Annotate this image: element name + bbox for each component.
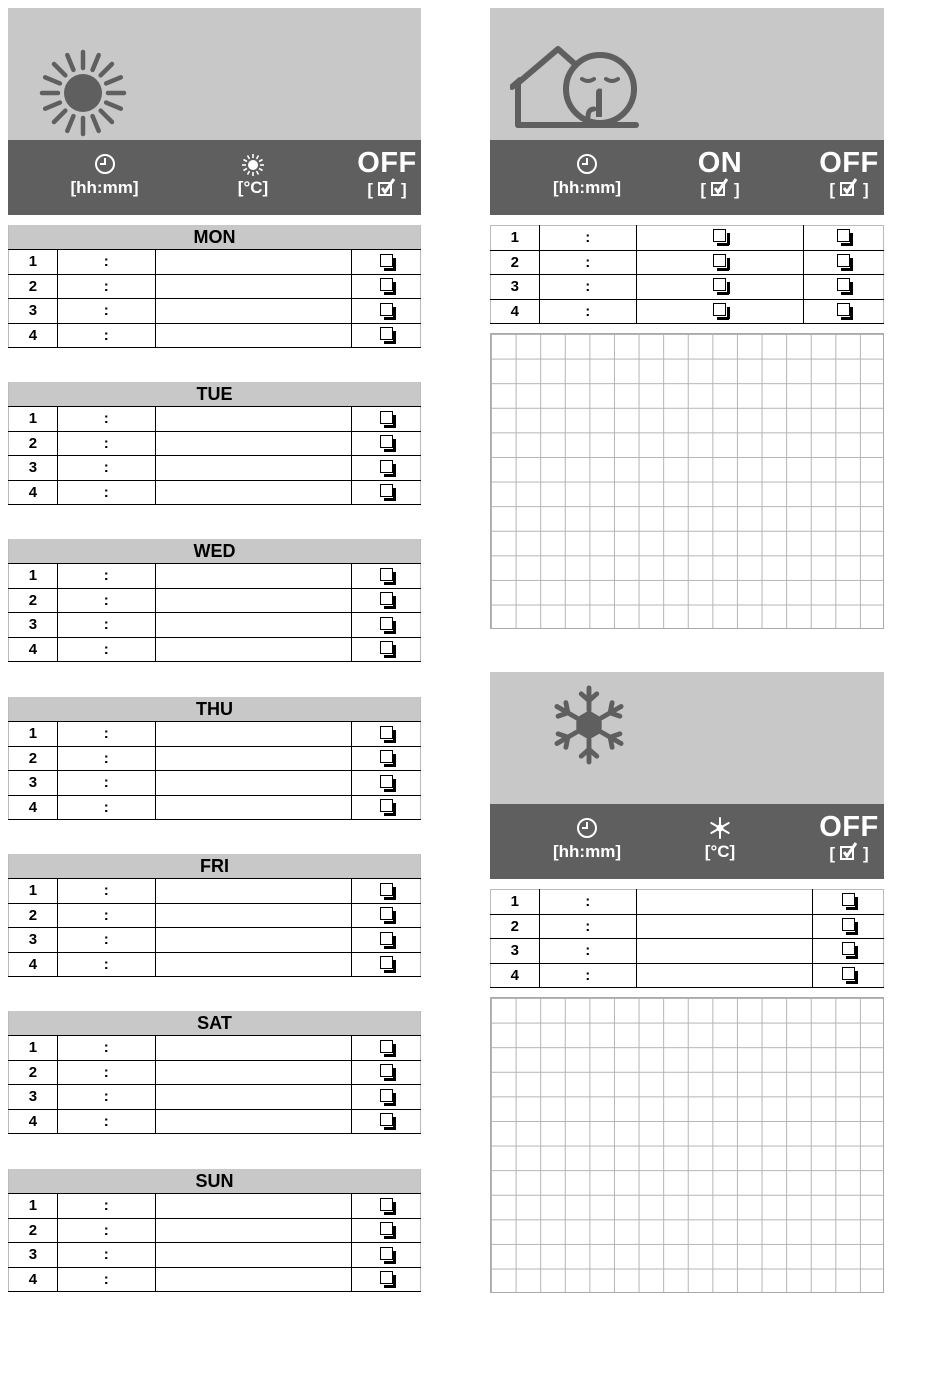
time-field[interactable]: :	[57, 323, 155, 348]
quiet-notes-grid[interactable]	[490, 333, 884, 629]
time-field[interactable]: :	[57, 1060, 155, 1085]
row-number: 1	[9, 407, 58, 432]
off-checkbox[interactable]	[352, 588, 421, 613]
off-checkbox[interactable]	[352, 323, 421, 348]
row-number: 2	[9, 431, 58, 456]
schedule-row	[9, 564, 421, 589]
row-number: 3	[9, 928, 58, 953]
off-checkbox[interactable]	[813, 939, 884, 964]
row-number: 4	[9, 323, 58, 348]
checkbox-icon[interactable]	[380, 1064, 393, 1077]
checkbox-icon[interactable]	[380, 484, 393, 497]
time-field[interactable]: :	[57, 879, 155, 904]
row-number: 3	[491, 939, 540, 964]
time-field[interactable]: :	[57, 795, 155, 820]
checkbox-icon[interactable]	[842, 942, 855, 955]
off-checkbox[interactable]	[352, 928, 421, 953]
off-checkbox[interactable]	[352, 613, 421, 638]
schedule-row	[9, 952, 421, 977]
temperature-field[interactable]	[636, 914, 813, 939]
time-field[interactable]: :	[57, 771, 155, 796]
schedule-row	[9, 1109, 421, 1134]
schedule-row	[9, 274, 421, 299]
time-field[interactable]: :	[57, 746, 155, 771]
off-checkbox[interactable]	[352, 795, 421, 820]
schedule-row	[9, 637, 421, 662]
time-field[interactable]: :	[57, 407, 155, 432]
checkbox-icon[interactable]	[380, 254, 393, 267]
cooling-notes-grid[interactable]	[490, 997, 884, 1293]
temperature-field[interactable]	[155, 637, 351, 662]
temperature-field[interactable]	[155, 613, 351, 638]
temperature-field[interactable]	[155, 250, 351, 275]
off-label: OFF	[357, 147, 417, 179]
row-number: 3	[9, 456, 58, 481]
off-column-header	[812, 804, 886, 879]
off-checkbox[interactable]	[352, 564, 421, 589]
temperature-field[interactable]	[155, 431, 351, 456]
temperature-field[interactable]	[155, 1036, 351, 1061]
off-checkbox[interactable]	[352, 722, 421, 747]
row-number: 2	[491, 914, 540, 939]
temperature-field[interactable]	[155, 407, 351, 432]
checkbox-icon[interactable]	[380, 1198, 393, 1211]
off-check-legend	[812, 178, 886, 200]
off-checkbox[interactable]	[813, 963, 884, 988]
time-field[interactable]: :	[57, 480, 155, 505]
schedule-row	[9, 746, 421, 771]
time-column-header	[538, 804, 636, 879]
checkbox-icon[interactable]	[837, 278, 850, 291]
time-field[interactable]: :	[57, 250, 155, 275]
row-number: 3	[9, 1243, 58, 1268]
quiet-panel	[490, 8, 884, 215]
time-field[interactable]: :	[57, 1194, 155, 1219]
row-number: 1	[491, 890, 540, 915]
checkbox-icon[interactable]	[380, 883, 393, 896]
row-number: 1	[491, 226, 540, 251]
time-field[interactable]: :	[57, 1036, 155, 1061]
time-field[interactable]: :	[57, 456, 155, 481]
off-checkbox[interactable]	[813, 914, 884, 939]
row-number: 4	[491, 963, 540, 988]
time-field[interactable]: :	[57, 952, 155, 977]
checkbox-icon[interactable]	[380, 278, 393, 291]
time-field[interactable]: :	[57, 1109, 155, 1134]
on-checkbox[interactable]	[636, 226, 803, 251]
off-checkbox[interactable]	[352, 407, 421, 432]
schedule-row	[9, 1243, 421, 1268]
quiet-hero	[490, 8, 884, 140]
temperature-field[interactable]	[155, 564, 351, 589]
schedule-row	[9, 456, 421, 481]
bracket-open: [	[829, 844, 835, 863]
schedule-row	[9, 1060, 421, 1085]
row-number: 1	[9, 1036, 58, 1061]
temp-column-header	[680, 804, 760, 879]
checkbox-icon[interactable]	[380, 1113, 393, 1126]
temperature-field[interactable]	[155, 299, 351, 324]
row-number: 4	[9, 952, 58, 977]
off-checkbox[interactable]	[352, 431, 421, 456]
checkbox-icon[interactable]	[842, 967, 855, 980]
time-field[interactable]: :	[57, 1267, 155, 1292]
temperature-field[interactable]	[155, 795, 351, 820]
sun-small-icon	[241, 153, 265, 177]
row-number: 4	[491, 299, 540, 324]
temperature-field[interactable]	[155, 1267, 351, 1292]
off-column-header	[350, 140, 424, 215]
temperature-field[interactable]	[155, 1218, 351, 1243]
heating-hero	[8, 8, 421, 140]
temperature-field[interactable]	[155, 903, 351, 928]
day-table-fri	[8, 854, 421, 977]
on-checkbox[interactable]	[636, 275, 803, 300]
temperature-field[interactable]	[155, 588, 351, 613]
schedule-row	[9, 431, 421, 456]
schedule-row	[9, 588, 421, 613]
schedule-row	[491, 250, 884, 275]
temperature-field[interactable]	[636, 890, 813, 915]
schedule-row	[9, 407, 421, 432]
schedule-row	[9, 903, 421, 928]
row-number: 4	[9, 795, 58, 820]
temperature-field[interactable]	[155, 722, 351, 747]
schedule-row	[491, 275, 884, 300]
checkbox-icon[interactable]	[380, 641, 393, 654]
row-number: 2	[491, 250, 540, 275]
day-heading: TUE	[9, 382, 421, 407]
off-checkbox[interactable]	[803, 299, 883, 324]
on-check-legend	[680, 178, 760, 200]
row-number: 4	[9, 1109, 58, 1134]
schedule-row	[9, 1218, 421, 1243]
off-checkbox[interactable]	[352, 746, 421, 771]
schedule-row	[491, 963, 884, 988]
temperature-field[interactable]	[155, 879, 351, 904]
time-field[interactable]: :	[539, 963, 636, 988]
checkbox-icon[interactable]	[380, 592, 393, 605]
temperature-field[interactable]	[155, 480, 351, 505]
time-field[interactable]: :	[539, 299, 636, 324]
checkbox-icon[interactable]	[380, 411, 393, 424]
off-checkbox[interactable]	[352, 879, 421, 904]
time-column-header	[56, 140, 153, 215]
checkbox-icon[interactable]	[713, 278, 726, 291]
checkbox-icon[interactable]	[380, 956, 393, 969]
checkbox-icon[interactable]	[380, 460, 393, 473]
schedule-row	[9, 1036, 421, 1061]
checkbox-icon[interactable]	[380, 750, 393, 763]
time-field[interactable]: :	[539, 250, 636, 275]
day-table-mon	[8, 225, 421, 348]
off-check-legend	[812, 842, 886, 864]
row-number: 3	[9, 771, 58, 796]
schedule-row	[9, 879, 421, 904]
off-checkbox[interactable]	[352, 1194, 421, 1219]
time-unit-label: [hh:mm]	[553, 842, 621, 861]
checkbox-icon[interactable]	[380, 327, 393, 340]
time-field[interactable]: :	[57, 928, 155, 953]
time-field[interactable]: :	[539, 939, 636, 964]
checkbox-icon[interactable]	[713, 229, 726, 242]
off-checkbox[interactable]	[352, 274, 421, 299]
checkbox-icon[interactable]	[380, 1222, 393, 1235]
temperature-field[interactable]	[155, 456, 351, 481]
day-heading: SUN	[9, 1169, 421, 1194]
off-checkbox[interactable]	[352, 1060, 421, 1085]
day-table-sat	[8, 1011, 421, 1134]
temp-column-header	[208, 140, 298, 215]
snowflake-icon	[550, 684, 628, 766]
checkbox-icon[interactable]	[380, 1089, 393, 1102]
bracket-close: ]	[863, 180, 869, 199]
time-field[interactable]: :	[57, 637, 155, 662]
row-number: 2	[9, 746, 58, 771]
clock-icon	[576, 153, 598, 175]
checkbox-icon[interactable]	[380, 435, 393, 448]
day-table-tue	[8, 382, 421, 505]
checkbox-checked-icon	[839, 842, 859, 862]
row-number: 4	[9, 637, 58, 662]
off-checkbox[interactable]	[352, 1085, 421, 1110]
schedule-row	[9, 1085, 421, 1110]
temperature-field[interactable]	[155, 928, 351, 953]
checkbox-icon[interactable]	[380, 907, 393, 920]
off-label: OFF	[819, 811, 879, 843]
row-number: 4	[9, 1267, 58, 1292]
off-checkbox[interactable]	[352, 456, 421, 481]
row-number: 1	[9, 1194, 58, 1219]
time-field[interactable]: :	[57, 1085, 155, 1110]
checkbox-icon[interactable]	[842, 893, 855, 906]
temperature-field[interactable]	[155, 1243, 351, 1268]
temperature-field[interactable]	[155, 1085, 351, 1110]
schedule-row	[9, 722, 421, 747]
row-number: 1	[9, 879, 58, 904]
checkbox-icon[interactable]	[380, 799, 393, 812]
schedule-row	[491, 299, 884, 324]
schedule-row	[491, 890, 884, 915]
day-heading: MON	[9, 225, 421, 250]
quiet-header-band	[490, 140, 884, 215]
time-field[interactable]: :	[57, 613, 155, 638]
off-check-legend	[350, 178, 424, 200]
temperature-field[interactable]	[155, 323, 351, 348]
off-column-header	[812, 140, 886, 215]
temp-unit-label: [°C]	[237, 178, 269, 197]
checkbox-icon[interactable]	[380, 1040, 393, 1053]
schedule-row	[9, 250, 421, 275]
row-number: 3	[9, 1085, 58, 1110]
row-number: 2	[9, 903, 58, 928]
row-number: 2	[9, 1218, 58, 1243]
row-number: 1	[9, 722, 58, 747]
time-field[interactable]: :	[539, 275, 636, 300]
off-checkbox[interactable]	[352, 771, 421, 796]
sun-icon	[38, 48, 128, 138]
temperature-field[interactable]	[155, 952, 351, 977]
bracket-open: [	[367, 180, 373, 199]
schedule-row	[491, 226, 884, 251]
house-quiet-icon	[510, 43, 640, 133]
time-field[interactable]: :	[57, 1243, 155, 1268]
time-field[interactable]: :	[57, 564, 155, 589]
temperature-field[interactable]	[636, 963, 813, 988]
row-number: 1	[9, 250, 58, 275]
checkbox-icon[interactable]	[842, 918, 855, 931]
heating-panel	[8, 8, 421, 215]
bracket-open: [	[700, 180, 706, 199]
off-checkbox[interactable]	[352, 1218, 421, 1243]
day-heading: WED	[9, 539, 421, 564]
off-checkbox[interactable]	[803, 275, 883, 300]
row-number: 3	[9, 613, 58, 638]
schedule-row	[9, 1267, 421, 1292]
cooling-header-band	[490, 804, 884, 879]
checkbox-icon[interactable]	[837, 303, 850, 316]
off-checkbox[interactable]	[352, 299, 421, 324]
off-checkbox[interactable]	[352, 250, 421, 275]
row-number: 4	[9, 480, 58, 505]
day-table-sun	[8, 1169, 421, 1292]
checkbox-icon[interactable]	[380, 568, 393, 581]
off-checkbox[interactable]	[352, 903, 421, 928]
off-checkbox[interactable]	[813, 890, 884, 915]
time-unit-label: [hh:mm]	[70, 178, 139, 197]
checkbox-checked-icon	[377, 178, 397, 198]
temp-unit-label: [°C]	[704, 842, 736, 861]
quiet-schedule-table	[490, 225, 884, 324]
snowflake-small-icon	[709, 817, 731, 839]
schedule-row	[9, 928, 421, 953]
time-field[interactable]: :	[57, 722, 155, 747]
temperature-field[interactable]	[155, 746, 351, 771]
temperature-field[interactable]	[155, 1109, 351, 1134]
schedule-row	[491, 939, 884, 964]
schedule-row	[9, 795, 421, 820]
on-label: ON	[697, 147, 743, 179]
cooling-schedule-table	[490, 889, 884, 988]
bracket-close: ]	[863, 844, 869, 863]
row-number: 1	[9, 564, 58, 589]
off-checkbox[interactable]	[352, 480, 421, 505]
time-field[interactable]: :	[539, 914, 636, 939]
row-number: 2	[9, 588, 58, 613]
temperature-field[interactable]	[155, 1060, 351, 1085]
checkbox-icon[interactable]	[380, 1247, 393, 1260]
schedule-row	[9, 323, 421, 348]
bracket-open: [	[829, 180, 835, 199]
temperature-field[interactable]	[636, 939, 813, 964]
checkbox-icon[interactable]	[380, 932, 393, 945]
bracket-close: ]	[734, 180, 740, 199]
time-field[interactable]: :	[57, 299, 155, 324]
schedule-row	[491, 914, 884, 939]
day-heading: FRI	[9, 854, 421, 879]
checkbox-icon[interactable]	[380, 775, 393, 788]
row-number: 2	[9, 274, 58, 299]
off-checkbox[interactable]	[352, 1243, 421, 1268]
bracket-close: ]	[401, 180, 407, 199]
checkbox-icon[interactable]	[380, 617, 393, 630]
off-checkbox[interactable]	[352, 1267, 421, 1292]
temperature-field[interactable]	[155, 274, 351, 299]
cooling-hero	[490, 672, 884, 804]
off-checkbox[interactable]	[352, 1036, 421, 1061]
schedule-row	[9, 613, 421, 638]
heating-header-band	[8, 140, 421, 215]
temperature-field[interactable]	[155, 771, 351, 796]
on-checkbox[interactable]	[636, 299, 803, 324]
checkbox-icon[interactable]	[380, 303, 393, 316]
time-field[interactable]: :	[57, 1218, 155, 1243]
checkbox-checked-icon	[710, 178, 730, 198]
time-unit-label: [hh:mm]	[553, 178, 621, 197]
time-field[interactable]: :	[57, 903, 155, 928]
checkbox-icon[interactable]	[713, 303, 726, 316]
checkbox-icon[interactable]	[380, 1271, 393, 1284]
schedule-row	[9, 299, 421, 324]
time-field[interactable]: :	[539, 226, 636, 251]
schedule-row	[9, 480, 421, 505]
off-label: OFF	[819, 147, 879, 179]
checkbox-checked-icon	[839, 178, 859, 198]
checkbox-icon[interactable]	[837, 254, 850, 267]
clock-icon	[94, 153, 116, 175]
off-checkbox[interactable]	[803, 250, 883, 275]
day-heading: SAT	[9, 1011, 421, 1036]
time-field[interactable]: :	[57, 588, 155, 613]
day-table-thu	[8, 697, 421, 820]
time-field[interactable]: :	[57, 431, 155, 456]
cooling-panel	[490, 672, 884, 879]
checkbox-icon[interactable]	[713, 254, 726, 267]
time-field[interactable]: :	[539, 890, 636, 915]
day-heading: THU	[9, 697, 421, 722]
time-column-header	[538, 140, 636, 215]
checkbox-icon[interactable]	[380, 726, 393, 739]
off-checkbox[interactable]	[352, 1109, 421, 1134]
row-number: 2	[9, 1060, 58, 1085]
clock-icon	[576, 817, 598, 839]
off-checkbox[interactable]	[352, 952, 421, 977]
schedule-row	[9, 1194, 421, 1219]
schedule-row	[9, 771, 421, 796]
checkbox-icon[interactable]	[837, 229, 850, 242]
row-number: 3	[9, 299, 58, 324]
time-field[interactable]: :	[57, 274, 155, 299]
row-number: 3	[491, 275, 540, 300]
on-checkbox[interactable]	[636, 250, 803, 275]
temperature-field[interactable]	[155, 1194, 351, 1219]
day-table-wed	[8, 539, 421, 662]
on-column-header	[680, 140, 760, 215]
off-checkbox[interactable]	[803, 226, 883, 251]
off-checkbox[interactable]	[352, 637, 421, 662]
